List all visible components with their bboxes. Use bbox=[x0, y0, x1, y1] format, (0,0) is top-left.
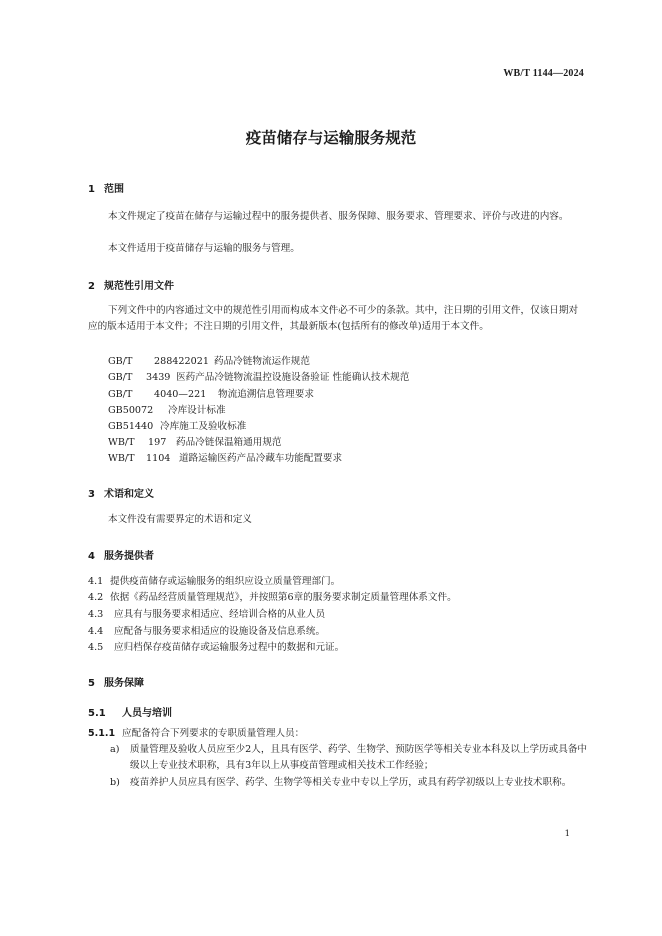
reference-code: WB/T bbox=[108, 437, 135, 448]
clause-number: 4.5 bbox=[88, 642, 104, 653]
subsection-5-1-heading bbox=[88, 704, 172, 719]
document-title: 疫苗储存与运输服务规范 bbox=[245, 129, 417, 147]
list-marker: b) bbox=[110, 777, 120, 788]
reference-title: 药品冷链保温箱通用规范 bbox=[176, 437, 282, 448]
section-1-paragraph-1: 本文件规定了疫苗在储存与运输过程中的服务提供者、服务保障、服务要求、管理要求、评价与改进的内容。 bbox=[108, 211, 569, 222]
clause-text: 应具有与服务要求相适应、经培训合格的从业人员 bbox=[114, 609, 326, 620]
clause-text: 依据《药品经营质量管理规范》，并按照第6章的服务要求制定质量管理体系文件。 bbox=[110, 592, 457, 603]
section-2-heading bbox=[88, 277, 174, 292]
clause-5-1-1 bbox=[88, 726, 304, 742]
section-title: 范围 bbox=[104, 184, 124, 195]
clause-number: 4.2 bbox=[88, 592, 104, 603]
reference-item bbox=[108, 353, 310, 367]
section-number: 4 bbox=[88, 551, 95, 562]
reference-number: 1104 bbox=[146, 453, 171, 464]
reference-item bbox=[108, 386, 314, 400]
section-number: 3 bbox=[88, 489, 95, 500]
clause-number: 4.4 bbox=[88, 626, 104, 637]
section-title: 服务提供者 bbox=[104, 551, 154, 562]
reference-number: 197 bbox=[148, 437, 167, 448]
clause-text: 应配备符合下列要求的专职质量管理人员： bbox=[122, 728, 305, 739]
reference-title: 医药产品冷链物流温控设施设备验证 性能确认技术规范 bbox=[176, 372, 410, 383]
clause-number: 5.1.1 bbox=[88, 728, 116, 739]
reference-item bbox=[108, 418, 246, 432]
list-item bbox=[110, 742, 588, 774]
section-title: 服务保障 bbox=[104, 678, 144, 689]
reference-code: GB/T bbox=[108, 372, 133, 383]
list-marker: a) bbox=[110, 744, 120, 755]
list-text: 疫苗养护人员应具有医学、药学、生物学等相关专业中专以上学历，或具有药学初级以上专业技术职称。 bbox=[130, 777, 572, 788]
section-1-heading bbox=[88, 180, 124, 195]
clause-item bbox=[88, 574, 340, 590]
section-1-paragraph-2: 本文件适用于疫苗储存与运输的服务与管理。 bbox=[108, 243, 300, 254]
reference-number: 3439 bbox=[146, 372, 171, 383]
clause-item bbox=[88, 624, 325, 640]
section-title: 规范性引用文件 bbox=[104, 281, 174, 292]
section-number: 5 bbox=[88, 678, 95, 689]
section-3-heading bbox=[88, 485, 154, 500]
subsection-title: 人员与培训 bbox=[122, 708, 172, 719]
clause-text: 应归档保存疫苗储存或运输服务过程中的数据和元证。 bbox=[114, 642, 345, 653]
clause-number: 4.1 bbox=[88, 576, 104, 587]
clause-number: 4.3 bbox=[88, 609, 104, 620]
section-4-heading bbox=[88, 547, 154, 562]
clause-item bbox=[88, 640, 344, 656]
reference-code: GB51440 bbox=[108, 421, 154, 432]
list-text: 质量管理及验收人员应至少2人，且具有医学、药学、生物学、预防医学等相关专业本科及以上学历或具备中级以上专业技术职称，具有3年以上从事疫苗管理或相关技术工作经验； bbox=[130, 744, 588, 771]
list-item bbox=[110, 775, 588, 791]
reference-title: 药品冷链物流运作规范 bbox=[214, 356, 310, 367]
page-number: 1 bbox=[564, 829, 570, 839]
reference-code: GB50072 bbox=[108, 405, 154, 416]
section-3-paragraph-1: 本文件没有需要界定的术语和定义 bbox=[108, 514, 252, 525]
section-number: 1 bbox=[88, 184, 95, 195]
section-number: 2 bbox=[88, 281, 95, 292]
clause-item bbox=[88, 607, 325, 623]
section-title: 术语和定义 bbox=[104, 489, 154, 500]
reference-item bbox=[108, 402, 226, 416]
reference-title: 道路运输医药产品冷藏车功能配置要求 bbox=[179, 453, 343, 464]
reference-title: 物流追溯信息管理要求 bbox=[218, 389, 314, 400]
reference-item bbox=[108, 450, 342, 464]
reference-item bbox=[108, 369, 409, 383]
reference-number: 4040—221 bbox=[154, 389, 207, 400]
clause-item bbox=[88, 590, 457, 606]
section-5-heading bbox=[88, 674, 144, 689]
reference-number: 288422021 bbox=[154, 356, 209, 367]
reference-item bbox=[108, 434, 282, 448]
reference-title: 冷库施工及验收标准 bbox=[160, 421, 247, 432]
clause-text: 提供疫苗储存或运输服务的组织应设立质量管理部门。 bbox=[110, 576, 341, 587]
standard-code: WB/T 1144—2024 bbox=[503, 68, 584, 79]
reference-code: WB/T bbox=[108, 453, 135, 464]
reference-code: GB/T bbox=[108, 389, 133, 400]
subsection-number: 5.1 bbox=[88, 708, 106, 719]
section-2-paragraph-1: 下列文件中的内容通过文中的规范性引用而构成本文件必不可少的条款。其中，注日期的引用文件，仅该日期对应的版本适用于本文件；不注日期的引用文件，其最新版本(包括所有的修改单)适用于本文件。 bbox=[88, 305, 579, 332]
reference-title: 冷库设计标准 bbox=[168, 405, 226, 416]
clause-text: 应配备与服务要求相适应的设施设备及信息系统。 bbox=[114, 626, 326, 637]
reference-code: GB/T bbox=[108, 356, 133, 367]
